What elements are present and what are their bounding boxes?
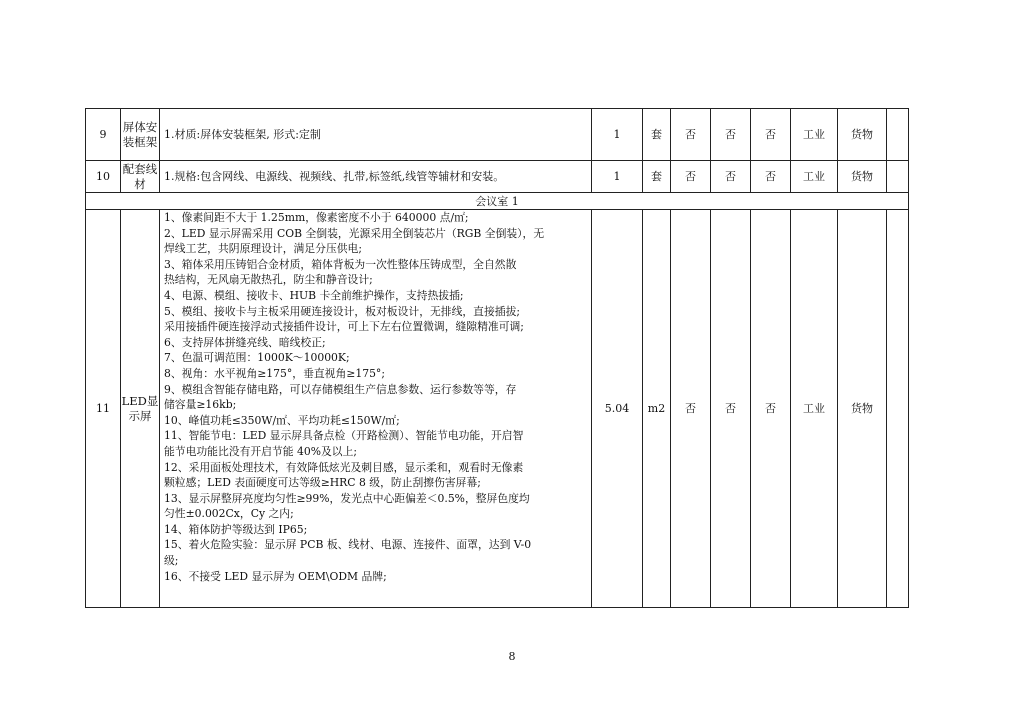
section-heading: 会议室 1 — [86, 193, 909, 210]
item-flag-2: 否 — [711, 161, 751, 193]
spec-line: 6、支持屏体拼缝亮线、暗线校正; — [164, 335, 326, 349]
spec-line: 5、模组、接收卡与主板采用硬连接设计，板对板设计，无排线，直接插拔; — [164, 304, 521, 318]
item-category: 货物 — [838, 210, 887, 608]
table-row — [86, 210, 909, 608]
spec-line: 9、模组含智能存储电路，可以存储模组生产信息参数、运行参数等等，存 — [164, 382, 517, 396]
table-row — [86, 109, 909, 161]
item-industry: 工业 — [791, 109, 838, 161]
item-industry: 工业 — [791, 210, 838, 608]
spec-line: 热结构，无风扇无散热孔，防尘和静音设计; — [164, 273, 373, 287]
item-unit: 套 — [643, 161, 671, 193]
item-extra — [887, 109, 909, 161]
spec-line: 储容量≥16kb; — [164, 398, 237, 412]
item-quantity: 5.04 — [592, 210, 643, 608]
table-row — [86, 161, 909, 193]
item-flag-3: 否 — [751, 109, 791, 161]
item-flag-1: 否 — [671, 109, 711, 161]
spec-line: 14、箱体防护等级达到 IP65; — [164, 522, 308, 536]
item-extra — [887, 210, 909, 608]
spec-line: 匀性±0.002Cx，Cy 之内; — [164, 507, 294, 521]
spec-line: 1、像素间距不大于 1.25mm，像素密度不小于 640000 点/㎡; — [164, 211, 469, 224]
row-number: 11 — [86, 210, 121, 608]
spec-line: 能节电功能比没有开启节能 40%及以上; — [164, 444, 358, 458]
row-number: 9 — [86, 109, 121, 161]
spec-line: 3、箱体采用压铸铝合金材质，箱体背板为一次性整体压铸成型，全自然散 — [164, 257, 517, 271]
spec-table — [85, 108, 909, 608]
spec-line: 级; — [164, 554, 179, 568]
spec-line: 11、智能节电：LED 显示屏具备点检（开路检测）、智能节电功能，开启智 — [164, 429, 524, 443]
item-flag-1: 否 — [671, 161, 711, 193]
item-category: 货物 — [838, 109, 887, 161]
item-unit: 套 — [643, 109, 671, 161]
item-flag-3: 否 — [751, 161, 791, 193]
item-flag-2: 否 — [711, 109, 751, 161]
item-name: LED显示屏 — [121, 210, 160, 608]
item-flag-3: 否 — [751, 210, 791, 608]
item-flag-2: 否 — [711, 210, 751, 608]
spec-line: 10、峰值功耗≤350W/㎡、平均功耗≤150W/㎡; — [164, 413, 400, 427]
spec-line: 15、着火危险实验：显示屏 PCB 板、线材、电源、连接件、面罩，达到 V-0 — [164, 538, 532, 552]
spec-line: 2、LED 显示屏需采用 COB 全倒装，光源采用全倒装芯片（RGB 全倒装），无 — [164, 226, 545, 240]
item-industry: 工业 — [791, 161, 838, 193]
row-number: 10 — [86, 161, 121, 193]
page-number: 8 — [508, 650, 516, 663]
spec-line: 颗粒感；LED 表面硬度可达等级≥HRC 8 级，防止刮擦伤害屏幕; — [164, 476, 481, 490]
spec-line: 采用接插件硬连接浮动式接插件设计，可上下左右位置微调，缝隙精准可调; — [164, 320, 524, 334]
item-extra — [887, 161, 909, 193]
item-category: 货物 — [838, 161, 887, 193]
item-flag-1: 否 — [671, 210, 711, 608]
spec-line: 8、视角：水平视角≥175°，垂直视角≥175°; — [164, 366, 385, 380]
item-quantity: 1 — [592, 161, 643, 193]
item-name: 屏体安装框架 — [121, 109, 160, 161]
spec-line: 13、显示屏整屏亮度均匀性≥99%，发光点中心距偏差＜0.5%，整屏色度均 — [164, 491, 530, 505]
item-name: 配套线材 — [121, 161, 160, 193]
item-description — [160, 210, 592, 608]
item-description: 1.规格:包含网线、电源线、视频线、扎带,标签纸,线管等辅材和安装。 — [160, 161, 592, 193]
item-description: 1.材质:屏体安装框架, 形式:定制 — [160, 109, 592, 161]
spec-line: 16、不接受 LED 显示屏为 OEM\ODM 品牌; — [164, 569, 387, 583]
item-quantity: 1 — [592, 109, 643, 161]
spec-line: 7、色温可调范围：1000K～10000K; — [164, 351, 350, 365]
item-unit: m2 — [643, 210, 671, 608]
spec-line: 4、电源、模组、接收卡、HUB 卡全前维护操作，支持热拔插; — [164, 288, 464, 302]
spec-line: 12、采用面板处理技术，有效降低炫光及刺目感，显示柔和，观看时无像素 — [164, 460, 524, 474]
spec-line: 焊线工艺，共阴原理设计，满足分压供电; — [164, 242, 362, 256]
section-row — [86, 193, 909, 210]
